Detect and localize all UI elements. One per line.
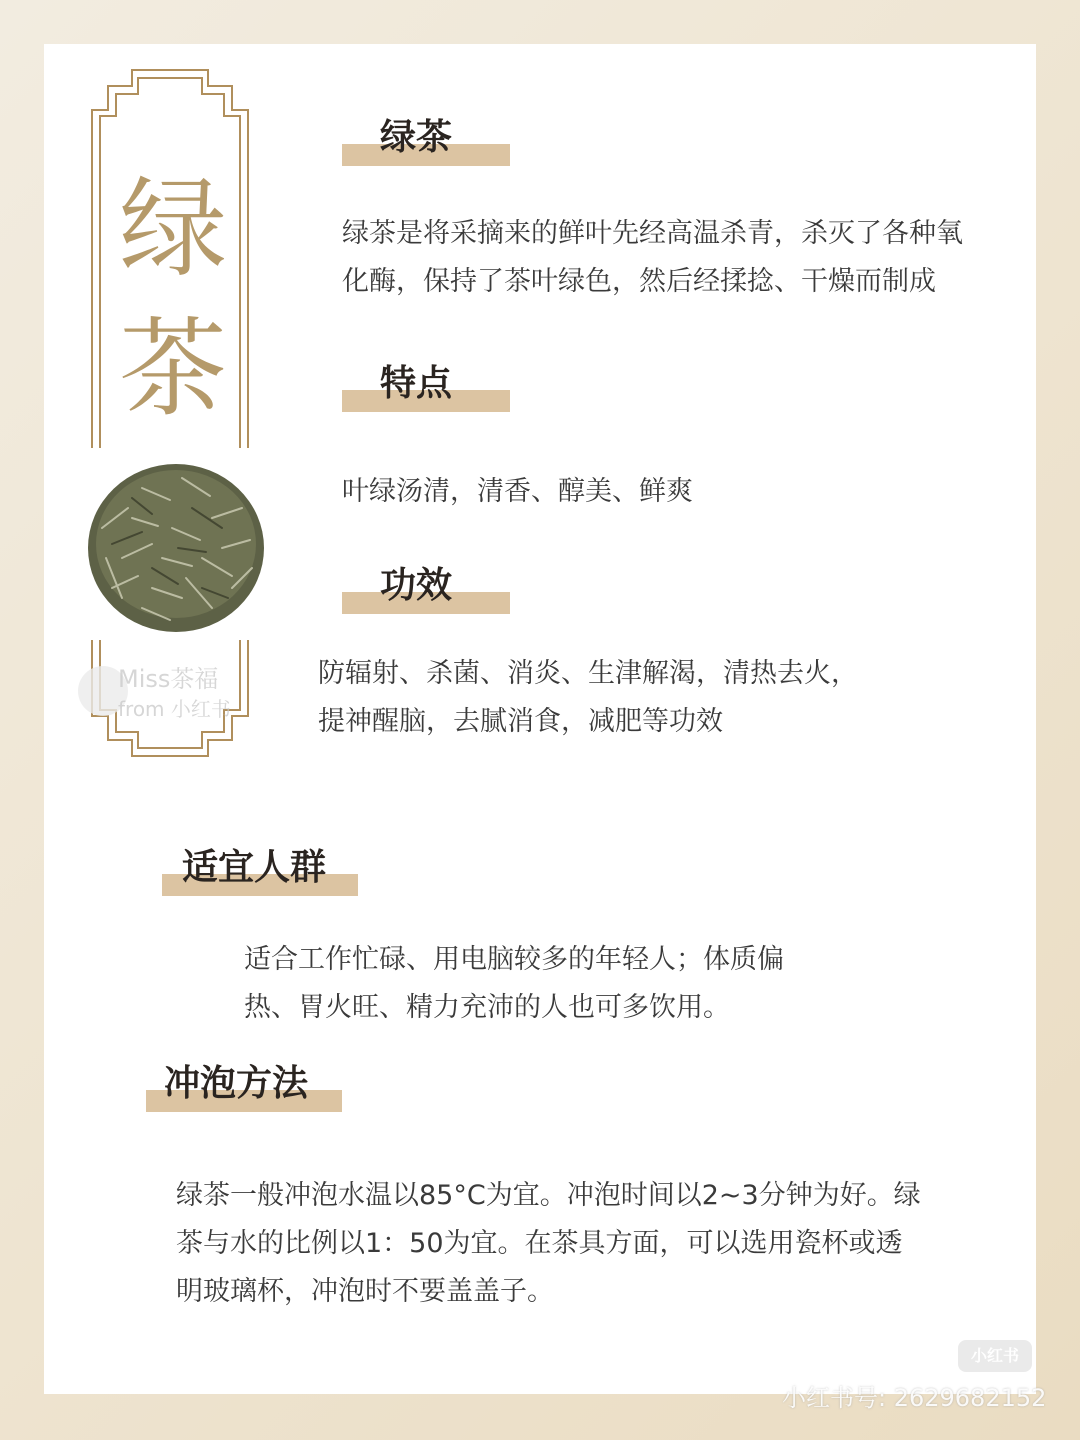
body-line: 茶与水的比例以1：50为宜。在茶具方面，可以选用瓷杯或透: [176, 1228, 903, 1259]
section-body-green-tea: [342, 210, 963, 306]
body-line: 绿茶是将采摘来的鲜叶先经高温杀青，杀灭了各种氧: [342, 218, 963, 249]
section-body-features: [342, 468, 693, 516]
body-line: 化酶，保持了茶叶绿色，然后经揉捻、干燥而制成: [342, 266, 936, 297]
heading-text: 适宜人群: [182, 846, 327, 888]
vertical-title-char-2: 茶: [118, 307, 227, 432]
section-body-suitable: [244, 936, 784, 1032]
xiaohongshu-logo: 小红书: [958, 1340, 1032, 1372]
heading-text: 冲泡方法: [164, 1062, 309, 1104]
body-line: 提神醒脑，去腻消食，减肥等功效: [318, 706, 723, 737]
vertical-title-char-1: 绿: [118, 167, 227, 292]
vertical-title: [118, 160, 228, 440]
body-line: 叶绿汤清，清香、醇美、鲜爽: [342, 476, 693, 507]
image-watermark-line-2: from 小红书: [118, 697, 231, 721]
heading-text: 特点: [380, 362, 453, 404]
body-line: 绿茶一般冲泡水温以85°C为宜。冲泡时间以2~3分钟为好。绿: [176, 1180, 921, 1211]
section-body-effects: [318, 650, 858, 746]
body-line: 热、胃火旺、精力充沛的人也可多饮用。: [244, 992, 730, 1023]
heading-text: 功效: [380, 564, 453, 606]
body-line: 明玻璃杯，冲泡时不要盖盖子。: [176, 1276, 554, 1307]
heading-text: 绿茶: [380, 116, 453, 158]
image-watermark: [118, 664, 231, 724]
section-heading-suitable: [162, 846, 358, 896]
section-heading-brewing: [146, 1062, 342, 1112]
section-heading-green-tea: [342, 116, 510, 166]
body-line: 防辐射、杀菌、消炎、生津解渴，清热去火，: [318, 658, 858, 689]
image-watermark-line-1: Miss茶福: [118, 665, 219, 693]
green-tea-leaves-image: [82, 448, 270, 640]
user-id-watermark: 小红书号: 2629682152: [782, 1384, 1047, 1412]
section-body-brewing: [176, 1172, 921, 1316]
section-heading-effects: [342, 564, 510, 614]
section-heading-features: [342, 362, 510, 412]
body-line: 适合工作忙碌、用电脑较多的年轻人；体质偏: [244, 944, 784, 975]
